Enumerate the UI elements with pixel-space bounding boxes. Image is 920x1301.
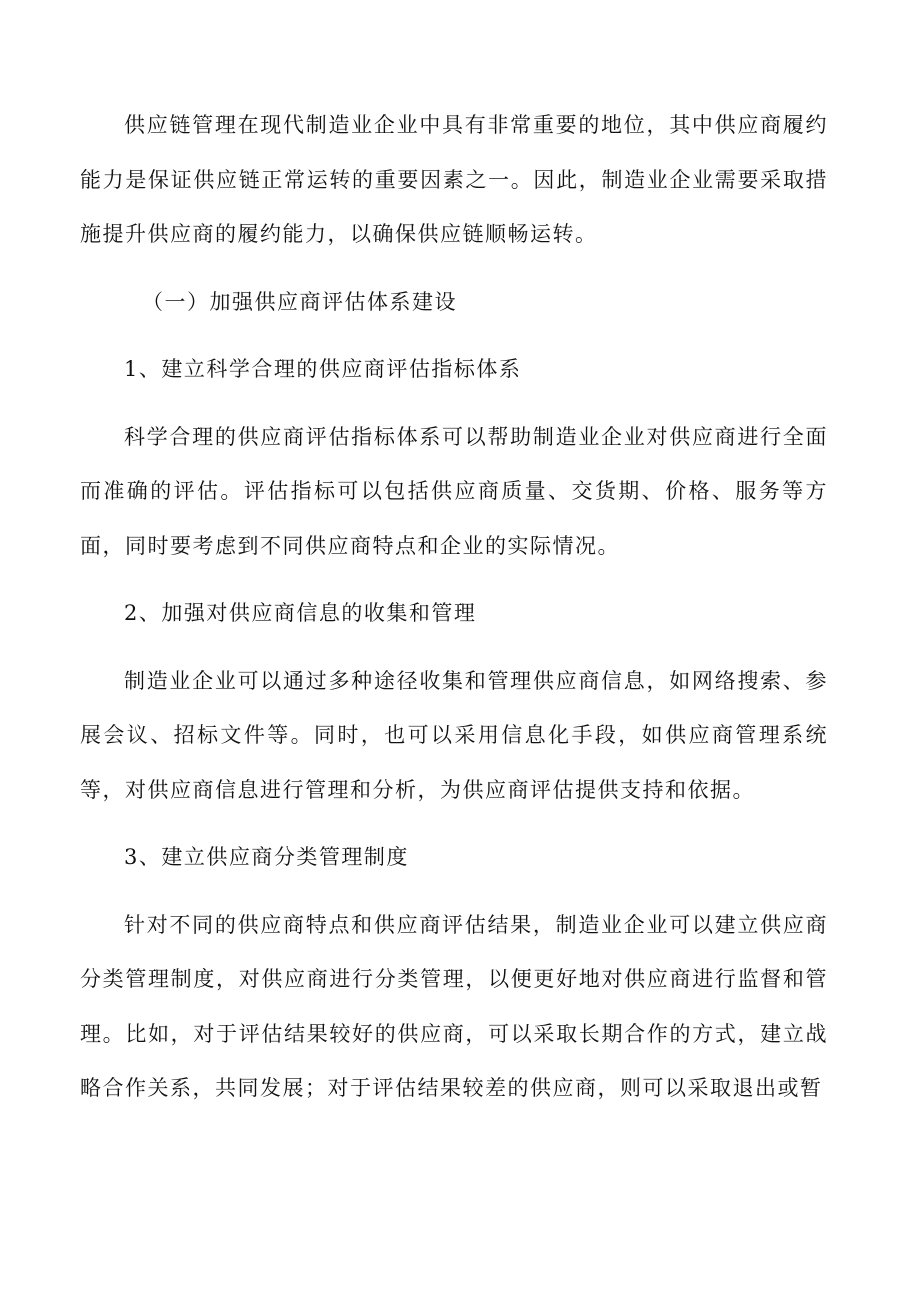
- paragraph-intro: 供应链管理在现代制造业企业中具有非常重要的地位，其中供应商履约能力是保证供应链正常运转的重要因素之一。因此，制造业企业需要采取措施提升供应商的履约能力，以确保供应链顺畅运转。: [80, 113, 828, 246]
- paragraph-evaluation-index: 科学合理的供应商评估指标体系可以帮助制造业企业对供应商进行全面而准确的评估。评估指标可以包括供应商质量、交货期、价格、服务等方面，同时要考虑到不同供应商特点和企业的实际情况。: [80, 424, 828, 558]
- paragraph-supplier-info: 制造业企业可以通过多种途径收集和管理供应商信息，如网络搜索、参展会议、招标文件等。同时，也可以采用信息化手段，如供应商管理系统等，对供应商信息进行管理和分析，为供应商评估提供支持和依据。: [80, 668, 828, 802]
- subsection-heading-3: 3、建立供应商分类管理制度: [124, 845, 409, 869]
- section-heading-1: （一）加强供应商评估体系建设: [142, 289, 457, 314]
- document-page: [80, 98, 828, 1129]
- subsection-heading-2: 2、加强对供应商信息的收集和管理: [124, 601, 477, 625]
- subsection-heading-1: 1、建立科学合理的供应商评估指标体系: [124, 357, 522, 381]
- paragraph-classification: 针对不同的供应商特点和供应商评估结果，制造业企业可以建立供应商分类管理制度，对供应商进行分类管理，以便更好地对供应商进行监督和管理。比如，对于评估结果较好的供应商，可以采取长期合作的方式，建立战略合作关系，共同发展；对于评估结果较差的供应商，则可以采取退出或暂: [80, 912, 828, 1100]
